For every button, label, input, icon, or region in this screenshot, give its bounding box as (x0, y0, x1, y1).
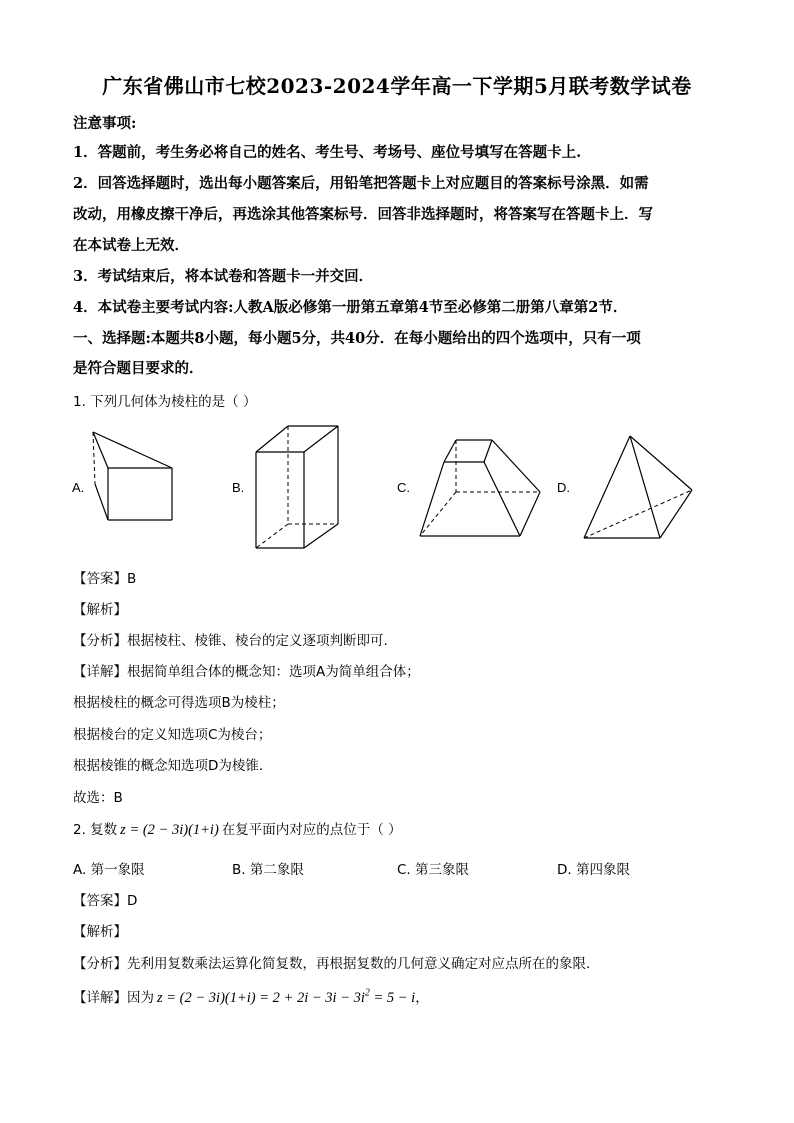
figure-c-edge (492, 440, 540, 492)
figure-b-edge (304, 426, 338, 452)
figure-d-edge (584, 436, 630, 538)
page-title: 广东省佛山市七校2023-2024学年高一下学期5月联考数学试卷 (102, 74, 692, 98)
figure-c-edge (420, 462, 444, 536)
q2-xiangjie-prefix: 【详解】因为 (73, 990, 154, 1006)
q1-line-d: 根据棱锥的概念知选项D为棱锥. (73, 758, 264, 774)
notice-heading: 注意事项: (73, 115, 137, 132)
q1-fenxi: 【分析】根据棱柱、棱锥、棱台的定义逐项判断即可. (73, 633, 388, 649)
figure-a-edge (95, 484, 108, 520)
q2-xiangjie-formula: z = (2 − 3i)(1+i) = 2 + 2i − 3i − 3i (157, 990, 365, 1006)
q1-option-a-label: A. (72, 480, 85, 495)
q2-option-a: A. 第一象限 (73, 862, 145, 878)
q2-stem (73, 818, 402, 839)
notice-item-3: 3．考试结束后，将本试卷和答题卡一并交回． (73, 268, 374, 285)
q1-line-c: 根据棱台的定义知选项C为棱台； (73, 727, 272, 743)
q2-option-d: D. 第四象限 (557, 862, 630, 878)
q2-jiexi: 【解析】 (73, 924, 127, 940)
figure-b-edge (256, 426, 288, 452)
q2-answer: 【答案】D (73, 893, 138, 909)
q1-option-d-label: D. (557, 480, 570, 495)
notice-item-1: 1．答题前，考生务必将自己的姓名、考生号、考场号、座位号填写在答题卡上. (73, 144, 582, 161)
q1-line-b: 根据棱柱的概念可得选项B为棱柱； (73, 695, 285, 711)
q1-figure-a (80, 428, 180, 528)
figure-c-edge (520, 492, 540, 536)
q1-jiexi: 【解析】 (73, 602, 127, 618)
q1-xiangjie: 【详解】根据简单组合体的概念知：选项A为简单组合体； (73, 664, 420, 680)
notice-item-2-line-1: 2．回答选择题时，选出每小题答案后，用铅笔把答题卡上对应题目的答案标号涂黑．如需 (73, 175, 649, 192)
figure-b-edge (304, 524, 338, 548)
q1-figure-d (576, 430, 701, 542)
q2-fenxi: 【分析】先利用复数乘法运算化简复数，再根据复数的几何意义确定对应点所在的象限. (73, 956, 591, 972)
figure-a-hidden-edge (93, 432, 95, 484)
q1-option-c-label: C. (397, 480, 410, 495)
figure-a-edge (93, 432, 172, 468)
figure-b-hidden-edge (256, 524, 288, 548)
q2-stem-prefix: 2. 复数 (73, 822, 118, 838)
q1-figure-c (412, 432, 547, 544)
figure-c-edge (484, 462, 520, 536)
q1-option-b-label: B. (232, 480, 245, 495)
q2-stem-formula: z = (2 − 3i)(1+i) (120, 822, 219, 838)
notice-item-2-line-2: 改动，用橡皮擦干净后，再选涂其他答案标号．回答非选择题时，将答案写在答题卡上．写 (73, 206, 653, 223)
q2-xiangjie (73, 986, 429, 1007)
q1-conclusion: 故选：B (73, 790, 123, 806)
notice-item-4: 4．本试卷主要考试内容:人教A版必修第一册第五章第4节至必修第二册第八章第2节． (73, 299, 628, 316)
q1-answer: 【答案】B (73, 571, 137, 587)
section-1-line-1: 一、选择题:本题共8小题，每小题5分，共40分．在每小题给出的四个选项中，只有一项 (73, 330, 641, 347)
q2-option-b: B. 第二象限 (232, 862, 304, 878)
q2-xiangjie-end: ， (415, 990, 429, 1006)
q2-stem-suffix: 在复平面内对应的点位于（ ） (221, 822, 402, 838)
figure-c-edge (444, 440, 456, 462)
figure-d-edge (630, 436, 692, 490)
q2-xiangjie-exponent: 2 (364, 987, 370, 999)
q2-xiangjie-tail: = 5 − i (369, 990, 416, 1006)
section-1-line-2: 是符合题目要求的． (73, 360, 204, 377)
figure-c-edge (484, 440, 492, 462)
notice-item-2-line-3: 在本试卷上无效． (73, 237, 189, 254)
q1-figure-b (248, 420, 348, 552)
q2-option-c: C. 第三象限 (397, 862, 470, 878)
figure-c-hidden-edge (420, 492, 456, 536)
figure-d-edge (630, 436, 660, 538)
q1-stem: 1. 下列几何体为棱柱的是（ ） (73, 394, 257, 410)
